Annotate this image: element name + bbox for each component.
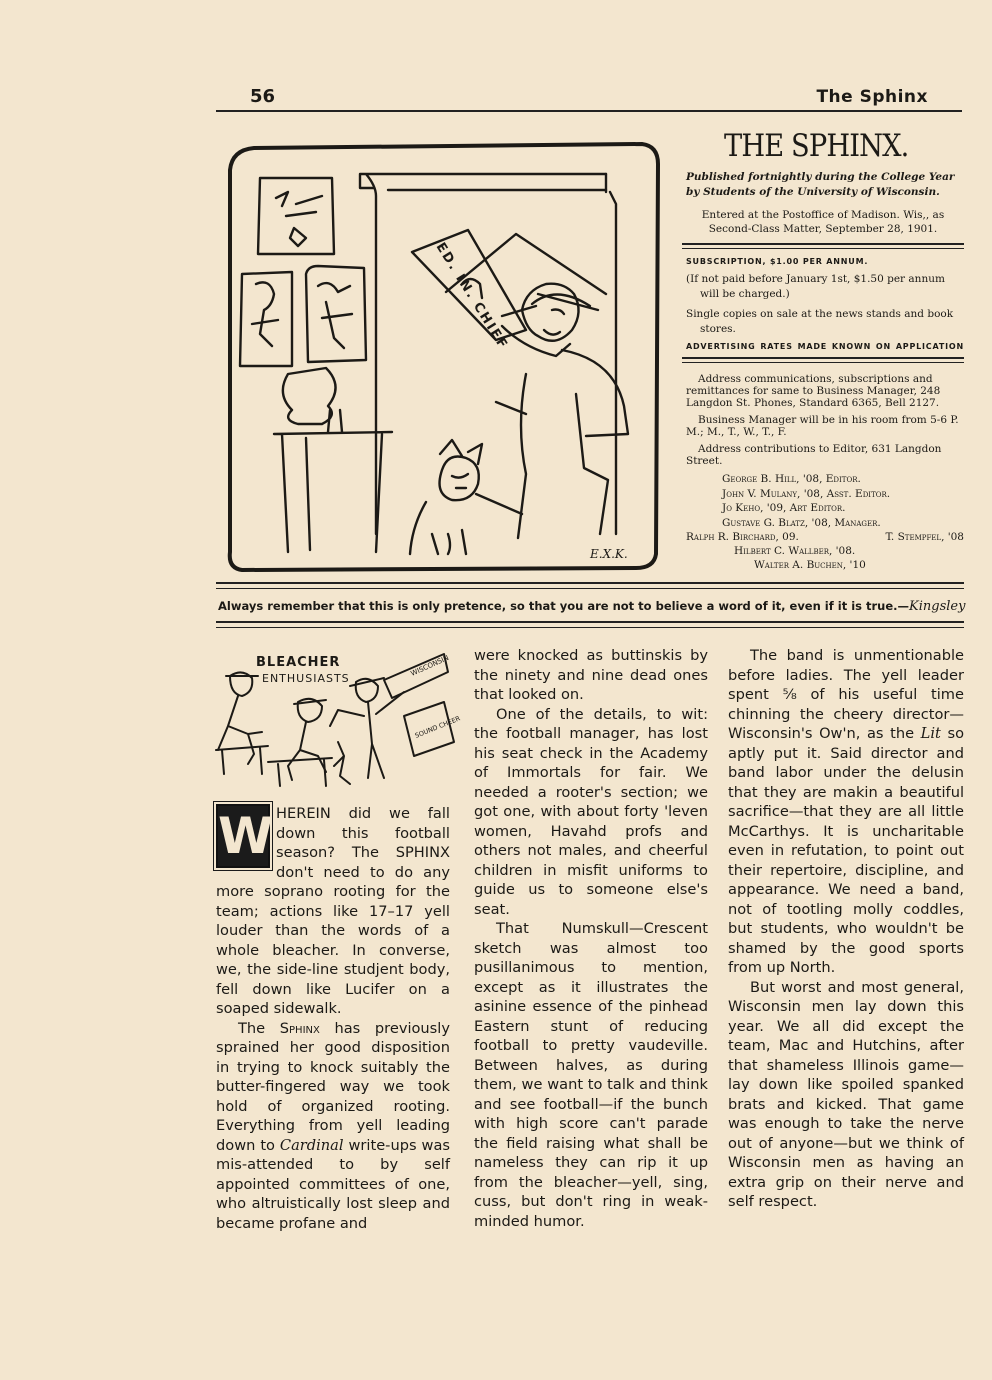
text-run: The — [238, 1019, 280, 1037]
article-paragraph: But worst and most general, Wisconsin men lay down this year. We all did except the team, Mac and Hutchins, after that shameless Illinois game—lay down like spoiled spanked brats and kicked. That game was enough to take the nerve out of anyone—but we think of Wisconsin men as having an extra grip on their nerve and self respect. — [728, 978, 964, 1210]
advertising-word: RATES — [760, 342, 793, 351]
running-header — [216, 86, 962, 112]
cartoon-caption-line2: ENTHUSIASTS — [262, 672, 350, 685]
fraction: ⅝ — [782, 686, 797, 703]
bleacher-cartoon — [208, 646, 462, 792]
editor-illustration — [226, 134, 668, 578]
running-title: The Sphinx — [816, 87, 928, 107]
cartoon-caption-line1: BLEACHER — [256, 655, 341, 670]
advertising-word: KNOWN — [831, 342, 872, 351]
advertising-note — [686, 342, 964, 351]
sphinx-name: Sphinx — [279, 1019, 320, 1037]
staff-entry: Ralph R. Birchard, 09. — [686, 531, 799, 543]
banner-text: ED. IN. CHIEF — [432, 240, 511, 353]
article-column-1 — [216, 804, 450, 1233]
staff-entry: John V. Mulany, '08, Asst. Editor. — [722, 487, 891, 500]
staff-entry: Hilbert C. Wallber, '08. — [734, 545, 856, 557]
cartoon-sign2: SOUND CHEER — [413, 714, 462, 740]
masthead — [682, 128, 964, 572]
staff-entry: Jo Keho, '09, Art Editor. — [722, 502, 846, 514]
entered-note: Entered at the Postoffice of Madison. Wis,, as Second-Class Matter, September 28, 1901. — [701, 209, 945, 235]
drop-cap — [216, 804, 274, 868]
cartoon-sign1: WISCONSIN — [409, 653, 451, 678]
editor-drawing — [226, 134, 668, 578]
editor-address: Address contributions to Editor, 631 Langdon Street. — [686, 443, 942, 467]
staff-entry: George B. Hill, '08, Editor. — [722, 473, 861, 485]
header-rule — [216, 110, 962, 112]
article-column-3 — [728, 646, 964, 1212]
bleacher-drawing — [208, 646, 462, 792]
article-paragraph: HEREIN did we fall down this football season? The SPHINX don't need to do any more soprano rooting for the team; actions like 17–17 yell louder than the words of a whole bleacher. In converse, we, the side-line studjent body, fell down like Lucifer on a soaped sidewalk. — [216, 805, 450, 1017]
page-number: 56 — [250, 86, 276, 107]
business-hours: Business Manager will be in his room from 5-6 P. M.; M., T., W., T., F. — [686, 414, 959, 438]
masthead-title: THE SPHINX. — [724, 128, 909, 164]
advertising-word: ADVERTISING — [686, 342, 756, 351]
text-run: write-ups was mis-attended to by self appointed committees of one, who altruistically lost sleep and became profane and — [216, 1136, 450, 1232]
text-run: The band is unmentionable before ladies. The yell leader spent — [728, 647, 964, 703]
motto-band — [216, 582, 964, 628]
single-copies-note: Single copies on sale at the news stands and book stores. — [686, 308, 954, 335]
motto-text: Always remember that this is only pretence, so that you are not to believe a word of it, even if it is true.— — [218, 599, 910, 613]
masthead-rule — [682, 357, 964, 363]
advertising-word: ON — [875, 342, 891, 351]
motto-attribution: Kingsley — [909, 599, 966, 614]
motto — [216, 589, 964, 621]
motto-rule-top — [216, 582, 964, 589]
advertising-word: APPLICATION — [895, 342, 964, 351]
not-paid-note: (If not paid before January 1st, $1.50 per annum will be charged.) — [686, 273, 945, 300]
lit-name: Lit — [920, 725, 941, 742]
illustration-signature: E.X.K. — [590, 547, 628, 561]
staff-extra — [686, 530, 964, 572]
advertising-word: MADE — [797, 342, 828, 351]
staff-entry: Gustave G. Blatz, '08, Manager. — [722, 516, 881, 529]
text-run: of his useful time chinning the cheery director—Wisconsin's Ow'n, as the — [728, 686, 964, 742]
article-paragraph: were knocked as buttinskis by the ninety and nine dead ones that looked on. — [474, 647, 708, 703]
article-paragraph — [728, 646, 964, 978]
article-paragraph — [216, 1019, 450, 1234]
drop-cap-letter: W — [218, 807, 274, 865]
staff-entry: T. Stempfel, '08 — [885, 531, 964, 543]
article-column-2 — [474, 646, 708, 1231]
subscription-label: SUBSCRIPTION, $1.00 PER ANNUM. — [686, 257, 869, 266]
article-paragraph: That Numskull—Crescent sketch was almost too pusillanimous to mention, except as it illustrates the asinine essence of the pinhead Eastern stunt of reducing football to pretty vaudeville. Between halves, as during them, we want to talk and think and see football—if the bunch with high score can't parade the field raising what shall be nameless they can rip it up from the bleacher—yell, sing, cuss, but don't ring in weak-minded humor. — [474, 920, 708, 1230]
business-address: Address communications, subscriptions and remittances for same to Business Manager, 248 Langdon St. Phones, Standard 6365, Bell 2127. — [686, 373, 941, 409]
article-paragraph: One of the details, to wit: the football manager, has lost his seat check in the Academy of Immortals for fair. We needed a rooter's section; we got one, with about forty 'leven women, Havahd profs and others not males, and cheerful children in misfit uniforms to guide us to someone else's seat. — [474, 705, 708, 918]
cardinal-name: Cardinal — [279, 1136, 344, 1154]
staff-list — [722, 472, 964, 530]
publication-note: Published fortnightly during the College Year by Students of the University of Wisconsin. — [686, 171, 955, 198]
motto-rule-bottom — [216, 621, 964, 628]
text-run: has previously sprained her good disposition in trying to knock suitably the butter-fingered way we took hold of organized rooting. Everything from yell leading down to — [216, 1019, 450, 1154]
staff-entry: Walter A. Buchen, '10 — [754, 559, 866, 571]
masthead-rule — [682, 243, 964, 249]
text-run: so aptly put it. Said director and band labor under the delusin that they are makin a beautiful sacrifice—that they are all little McCarthys. It is uncharitable even in refutation, to point out their repertoire, discipline, and appearance. We need a band, not of tootling molly coddles, but students, who wouldn't be shamed by the good sports from up North. — [728, 725, 965, 976]
